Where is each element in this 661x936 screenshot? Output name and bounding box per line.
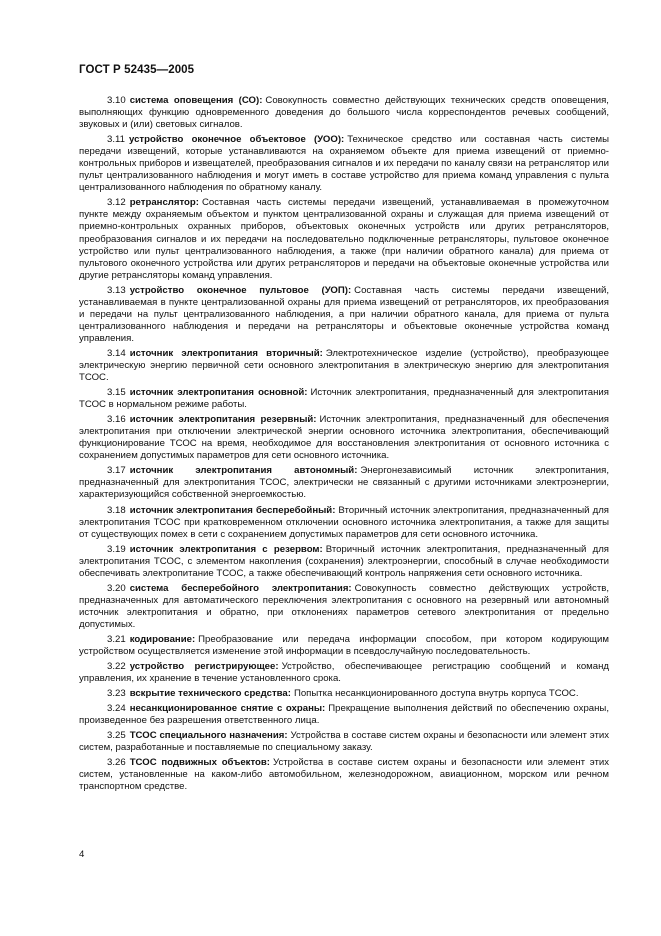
clause-number: 3.22: [107, 661, 126, 673]
definition-paragraph: [79, 197, 609, 281]
clause-number: 3.16: [107, 414, 126, 426]
definition-text: Устройства в составе систем охраны и безопасности или элемент этих систем, установленные на каком-либо автомобильном, железнодорожном, авиационном, морском или речном транспортном средстве.: [79, 757, 610, 793]
term-name: устройство оконечное пультовое (УОП):: [129, 284, 352, 296]
term-name: источник электропитания резервный:: [129, 414, 317, 426]
definition-paragraph: [79, 688, 609, 700]
term-name: система бесперебойного электропитания:: [129, 582, 352, 594]
definition-text: Устройство, обеспечивающее регистрацию сообщений и команд управления, их хранение в течение установленного срока.: [79, 661, 610, 685]
definition-paragraph: [79, 730, 609, 754]
clause-number: 3.11: [107, 134, 125, 146]
clause-number: 3.25: [107, 730, 126, 742]
term-name: источник электропитания вторичный:: [129, 347, 323, 359]
definition-text: Составная часть системы передачи извещений, устанавливаемая в промежуточном пункте между охраняемым объектом и пунктом централизованной охраны и служащая для приема извещений от приемно-контрольных охранных приборов, объектовых оконечных устройств или других ретрансляторов, преобразования сигналов и их передачи на последовательно подключенные ретрансляторы, пультовое оконечное устройство или пульт централизованного наблюдения, а также (при наличии обратного канала) для приема от пультового оконечного устройства или других ретрансляторов и передачи на объектовые оконечные устройства или другие ретрансляторы команд управления.: [79, 197, 609, 281]
definition-text: Источник электропитания, предназначенный для обеспечения электропитания при отключении электрической энергии основного источника электропитания, обеспечивающий функционирование ТСОС на время, необходимое для восстановления электропитания от основного источника с сохранением допустимых параметров для сети основного источника.: [79, 414, 610, 462]
definition-text: Совокупность совместно действующих технических средств оповещения, выполняющих функцию одновременного доведения до большого числа корреспондентов речевых сообщений, звуковых и (или) световых сигналов.: [79, 95, 609, 131]
definition-paragraph: [79, 544, 609, 580]
definition-paragraph: [79, 757, 609, 793]
term-name: устройство оконечное объектовое (УОО):: [128, 134, 345, 146]
definition-text: Попытка несанкционированного доступа внутрь корпуса ТСОС.: [293, 688, 579, 700]
page-number: 4: [79, 849, 85, 860]
clause-number: 3.20: [107, 582, 126, 594]
term-name: ретранслятор:: [129, 197, 199, 209]
definition-text: Вторичный источник электропитания, предназначенный для электропитания ТСОС, с элементом накопления (сохранения) электроэнергии, способный в случае необходимости обеспечивать электропитание ТСОС, а также обеспечивающий контроль напряжения сети основного источника.: [79, 543, 609, 579]
term-name: кодирование:: [129, 633, 196, 645]
term-name: источник электропитания с резервом:: [129, 543, 323, 555]
document-body: [79, 95, 609, 797]
definition-text: Электротехническое изделие (устройство), преобразующее электрическую энергию первичной сети основного электропитания в электрическую энергию для электропитания ТСОС.: [79, 347, 609, 384]
clause-number: 3.21: [107, 633, 126, 645]
definition-paragraph: [79, 661, 609, 685]
term-name: источник электропитания автономный:: [129, 465, 358, 477]
definition-text: Преобразование или передача информации способом, при котором кодирующим устройством осуществляется изменение этой информации в псевдослучайную последовательность.: [79, 633, 609, 658]
clause-number: 3.13: [107, 284, 126, 296]
definition-paragraph: [79, 285, 609, 345]
definition-paragraph: [79, 634, 609, 658]
definition-paragraph: [79, 414, 609, 462]
definition-paragraph: [79, 387, 609, 411]
definition-paragraph: [79, 505, 609, 541]
definition-text: Техническое средство или составная часть системы передачи извещений, которые устанавливаются на охраняемом объекте для приема извещений от приемно-контрольных приборов и извещателей, преобразования сигналов и их передачи по каналу связи на ретранслятор или пульт централизованного наблюдения и могут иметь в составе устройство для приема команд управления с пульта централизованного наблюдения по обратному каналу.: [79, 134, 610, 194]
definition-paragraph: [79, 134, 609, 194]
document-header: ГОСТ Р 52435—2005: [79, 64, 195, 76]
clause-number: 3.24: [107, 703, 126, 715]
term-name: вскрытие технического средства:: [129, 688, 291, 700]
clause-number: 3.23: [107, 688, 126, 700]
term-name: источник электропитания основной:: [129, 387, 308, 399]
clause-number: 3.10: [107, 95, 126, 106]
definition-paragraph: [79, 465, 609, 501]
clause-number: 3.15: [107, 387, 126, 399]
term-name: устройство регистрирующее:: [129, 661, 279, 673]
definition-text: Вторичный источник электропитания, предназначенный для электропитания ТСОС при кратковременном отключении основного источника электропитания, а также для защиты от существующих помех в сети с сохранением допустимых параметров для сети основного источника.: [79, 504, 610, 540]
definition-paragraph: [79, 583, 609, 631]
term-name: система оповещения (СО):: [129, 95, 263, 106]
term-name: источник электропитания бесперебойный:: [129, 504, 336, 516]
clause-number: 3.18: [107, 504, 126, 516]
definition-text: Источник электропитания, предназначенный для электропитания ТСОС в нормальном режиме работы.: [79, 387, 609, 411]
clause-number: 3.14: [107, 347, 126, 359]
definition-paragraph: [79, 95, 609, 131]
clause-number: 3.19: [107, 543, 126, 555]
definition-paragraph: [79, 348, 609, 384]
term-name: несанкционированное снятие с охраны:: [129, 703, 326, 715]
term-name: ТСОС подвижных объектов:: [129, 757, 271, 769]
term-name: ТСОС специального назначения:: [129, 730, 288, 742]
definition-text: Составная часть системы передачи извещений, устанавливаемая в пункте централизованной охраны для приема извещений от ретрансляторов, их преобразования и передачи на пульт централизованного наблюдения, а при наличии обратного канала, для приема от пульта централизованного наблюдения и передачи на ретрансляторы и объектовые оконечные устройства команд управления.: [79, 284, 609, 344]
definition-text: Энергонезависимый источник электропитания, предназначенный для электропитания ТСОС, электрически не связанный с другими источниками электроэнергии, характеризующийся собственной энергоемкостью.: [79, 465, 609, 501]
clause-number: 3.17: [107, 465, 126, 477]
definition-text: Совокупность совместно действующих устройств, предназначенных для автоматического переключения электропитания с основного на резервный или автономный источник электропитания и обратно, при отклонениях параметров сетевого электропитания от предельно допустимых.: [79, 582, 609, 630]
definition-paragraph: [79, 703, 609, 727]
clause-number: 3.12: [107, 197, 126, 209]
clause-number: 3.26: [107, 757, 126, 769]
definition-text: Прекращение выполнения действий по обеспечению охраны, произведенное без разрешения ответственного лица.: [79, 703, 609, 727]
definition-text: Устройства в составе систем охраны и безопасности или элемент этих систем, разработанные и поставляемые по специальному заказу.: [79, 730, 609, 754]
